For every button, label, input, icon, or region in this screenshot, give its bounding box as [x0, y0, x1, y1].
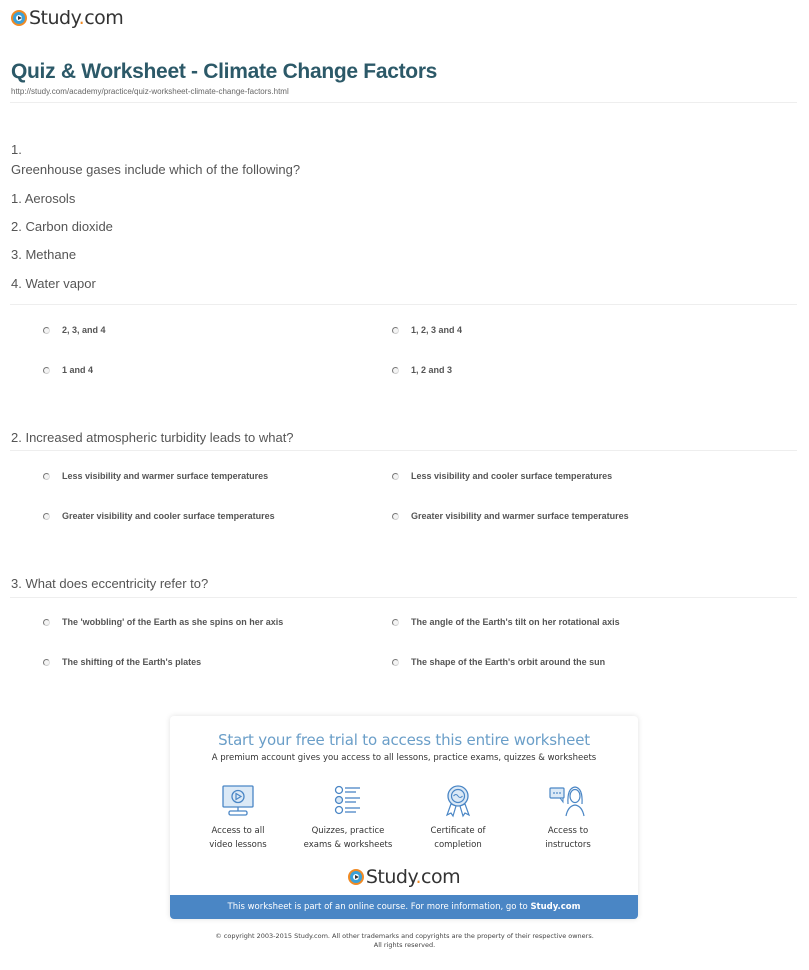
play-logo-icon: [11, 10, 27, 26]
question-1-option-b[interactable]: 1, 2, 3 and 4: [392, 325, 462, 335]
instructor-chat-icon: [548, 784, 588, 818]
question-1-number: 1.: [11, 142, 22, 157]
question-1-option-d[interactable]: 1, 2 and 3: [392, 365, 452, 375]
radio-button[interactable]: [43, 513, 50, 520]
feature-instructors: Access to instructors: [513, 784, 623, 852]
question-3-option-d[interactable]: The shape of the Earth's orbit around the sun: [392, 657, 605, 667]
divider: [10, 597, 797, 598]
radio-button[interactable]: [43, 367, 50, 374]
logo-text: Study.com: [29, 7, 124, 29]
radio-button[interactable]: [43, 473, 50, 480]
feature-certificate: Certificate of completion: [403, 784, 513, 852]
promo-title[interactable]: Start your free trial to access this entire worksheet: [218, 731, 590, 749]
free-trial-promo[interactable]: [170, 716, 638, 919]
question-2-text: 2. Increased atmospheric turbidity leads to what?: [11, 430, 294, 445]
divider: [10, 450, 797, 451]
radio-button[interactable]: [43, 327, 50, 334]
radio-button[interactable]: [392, 513, 399, 520]
question-2-option-b[interactable]: Less visibility and cooler surface temperatures: [392, 471, 612, 481]
radio-button[interactable]: [43, 619, 50, 626]
copyright-footer: © copyright 2003-2015 Study.com. All other trademarks and copyrights are the property of their respective owners. All rights reserved.: [215, 932, 594, 949]
feature-quizzes: Quizzes, practice exams & worksheets: [293, 784, 403, 852]
radio-button[interactable]: [392, 327, 399, 334]
question-2-option-a[interactable]: Less visibility and warmer surface temperatures: [43, 471, 268, 481]
question-3-text: 3. What does eccentricity refer to?: [11, 576, 209, 591]
page-title: Quiz & Worksheet - Climate Change Factors: [11, 60, 438, 83]
radio-button[interactable]: [392, 619, 399, 626]
question-1-list-item: 1. Aerosols: [11, 191, 76, 206]
promo-study-logo[interactable]: Study.com: [170, 866, 638, 888]
question-2-option-c[interactable]: Greater visibility and cooler surface temperatures: [43, 511, 275, 521]
divider: [10, 102, 797, 103]
play-logo-icon: [348, 869, 364, 885]
question-1-list-item: 2. Carbon dioxide: [11, 219, 113, 234]
question-3-option-a[interactable]: The 'wobbling' of the Earth as she spins on her axis: [43, 617, 283, 627]
radio-button[interactable]: [392, 659, 399, 666]
question-1-text: Greenhouse gases include which of the following?: [11, 162, 301, 177]
promo-subtitle: A premium account gives you access to all lessons, practice exams, quizzes & worksheets: [211, 753, 597, 763]
quiz-list-icon: [330, 784, 366, 818]
feature-video-lessons: Access to all video lessons: [183, 784, 293, 852]
question-1-list-item: 4. Water vapor: [11, 276, 96, 291]
radio-button[interactable]: [43, 659, 50, 666]
question-3-option-c[interactable]: The shifting of the Earth's plates: [43, 657, 201, 667]
question-1-option-a[interactable]: 2, 3, and 4: [43, 325, 106, 335]
question-1-option-c[interactable]: 1 and 4: [43, 365, 93, 375]
divider: [10, 304, 797, 305]
study-com-link[interactable]: Study.com: [530, 902, 581, 912]
video-monitor-icon: [220, 784, 256, 818]
certificate-ribbon-icon: [440, 784, 476, 818]
page-url: http://study.com/academy/practice/quiz-worksheet-climate-change-factors.html: [11, 87, 289, 96]
question-1-list-item: 3. Methane: [11, 247, 77, 262]
promo-banner[interactable]: This worksheet is part of an online course. For more information, go to Study.com: [170, 895, 638, 919]
question-3-option-b[interactable]: The angle of the Earth's tilt on her rotational axis: [392, 617, 620, 627]
study-logo[interactable]: [11, 7, 123, 29]
question-2-option-d[interactable]: Greater visibility and warmer surface temperatures: [392, 511, 629, 521]
radio-button[interactable]: [392, 473, 399, 480]
radio-button[interactable]: [392, 367, 399, 374]
